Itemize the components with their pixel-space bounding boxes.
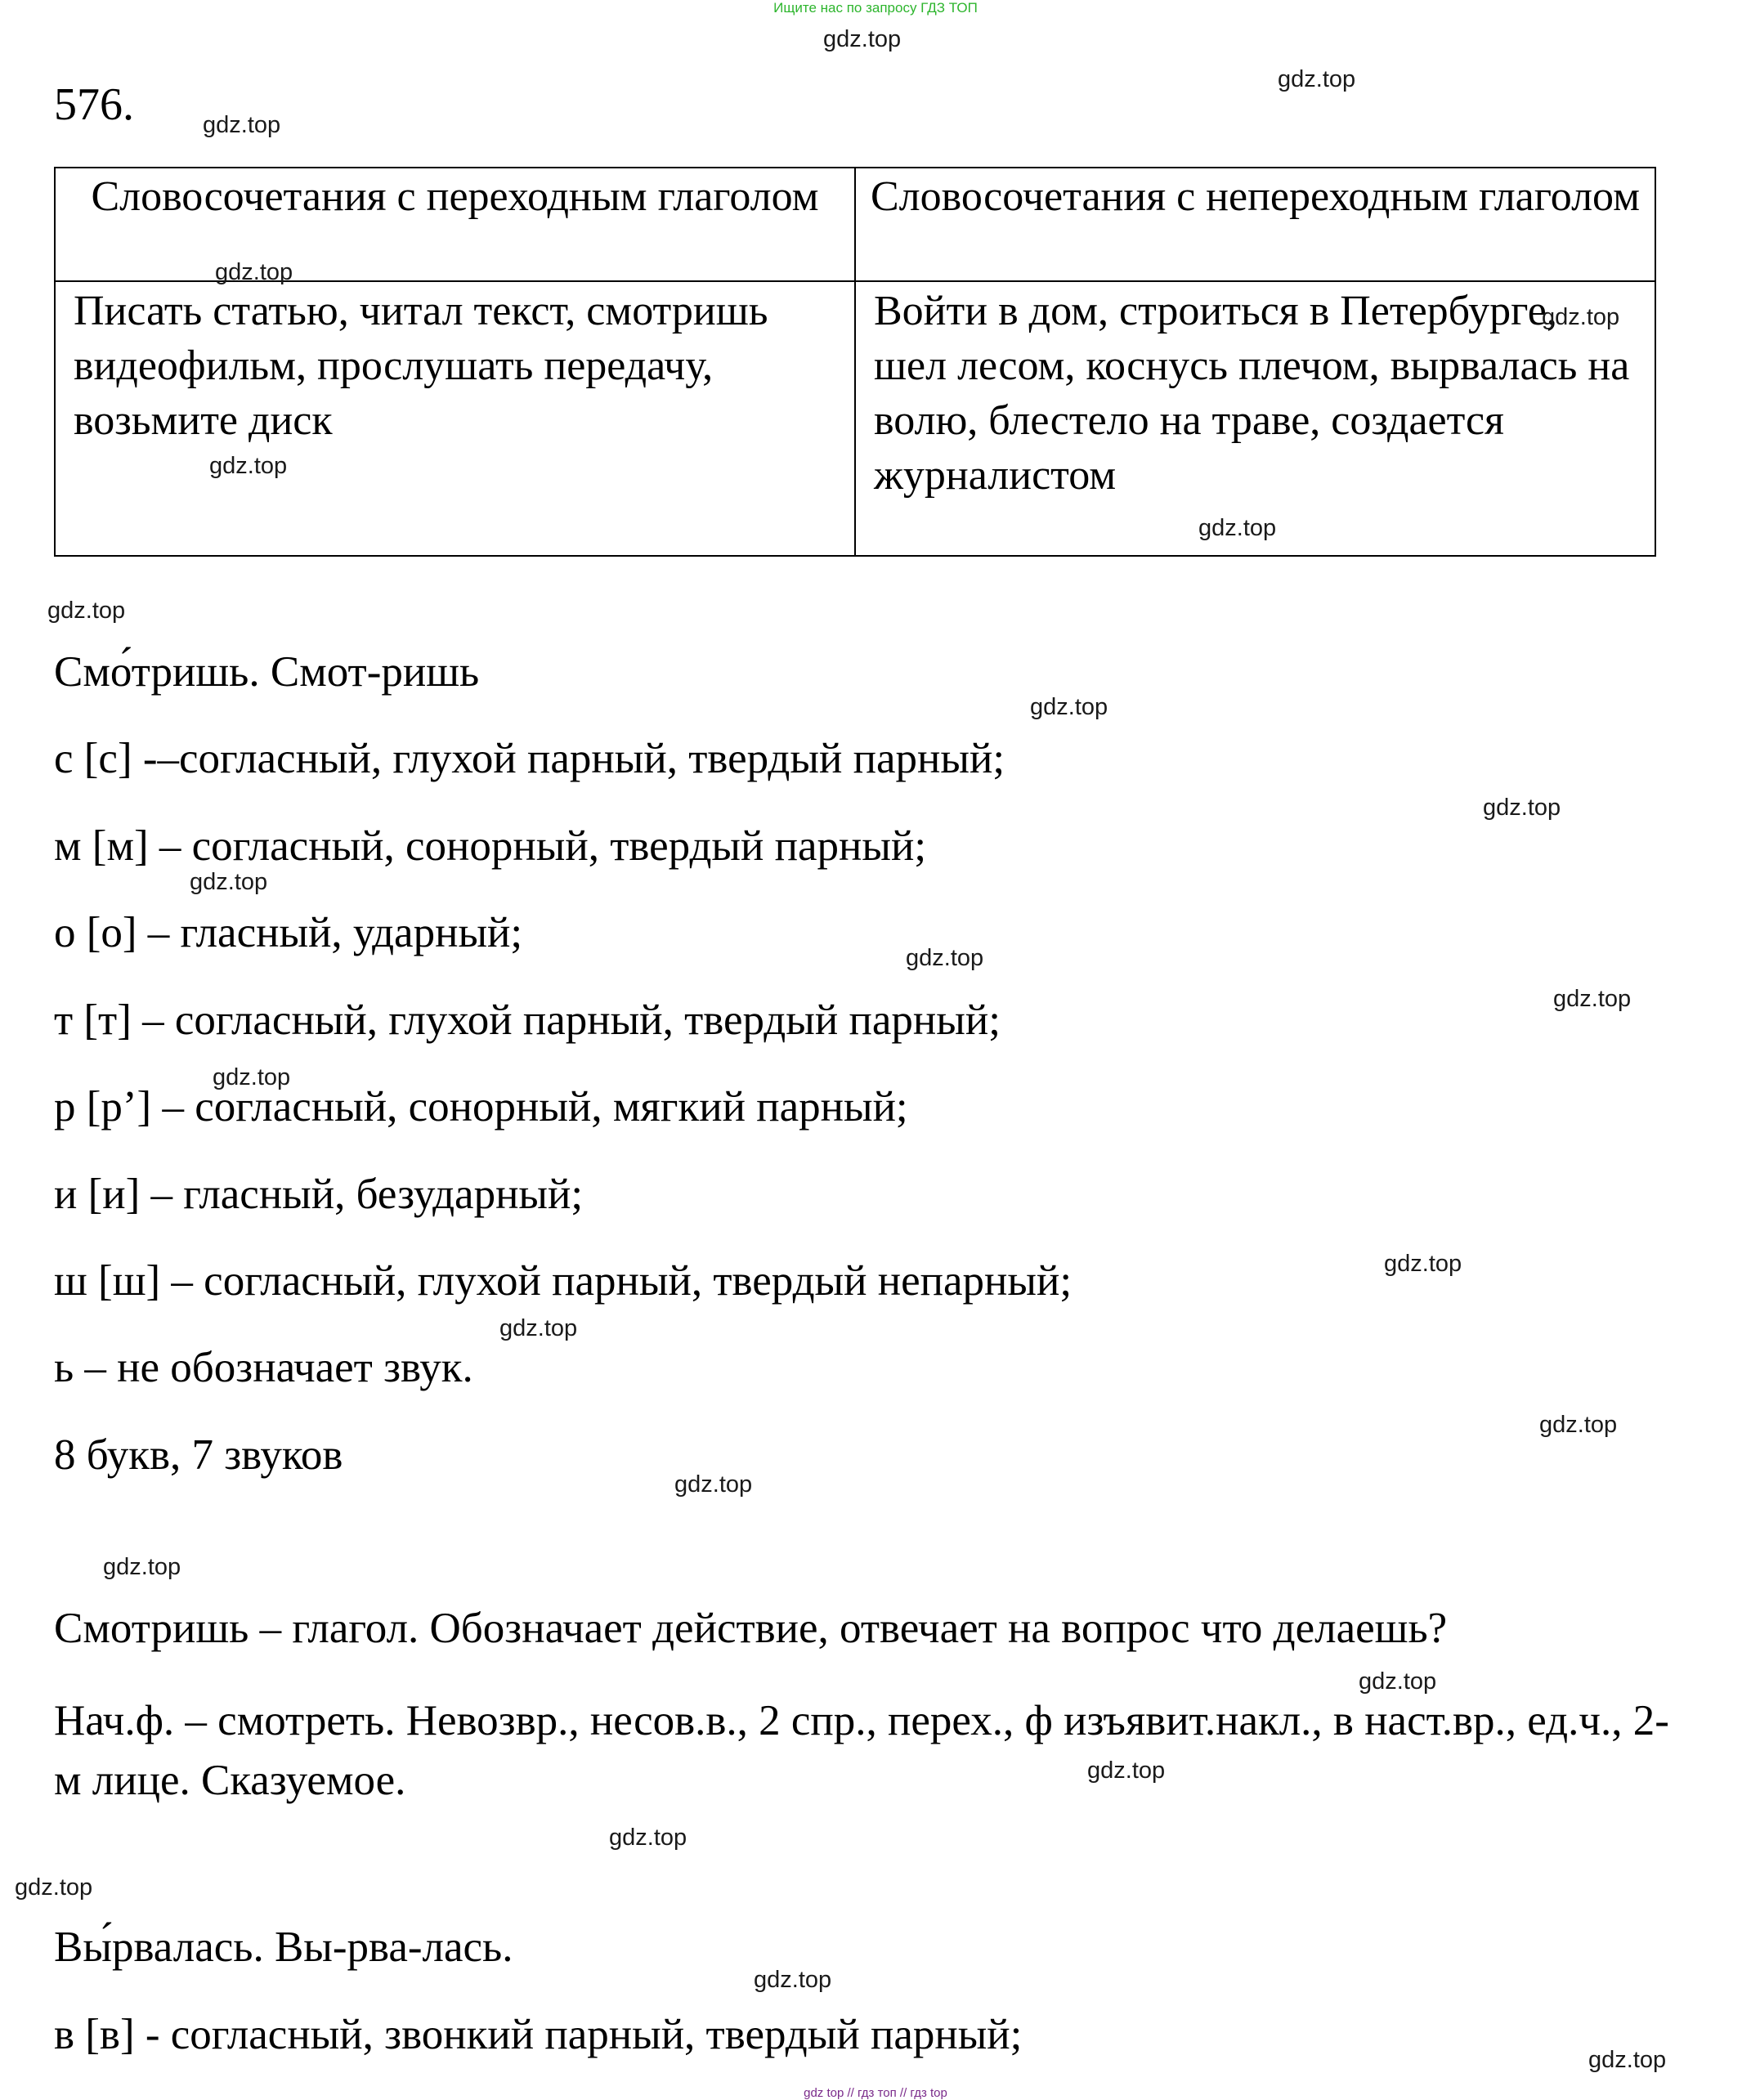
sound-line: р [р’] – согласный, сонорный, мягкий парный; xyxy=(54,1083,908,1131)
watermark: gdz.top xyxy=(754,1967,832,1993)
watermark: gdz.top xyxy=(203,112,281,138)
watermark: gdz.top xyxy=(209,453,288,479)
watermark: gdz.top xyxy=(1359,1668,1437,1695)
header-intransitive: Словосочетания с непереходным глаголом xyxy=(855,168,1655,281)
sound-line: ш [ш] – согласный, глухой парный, твердый непарный; xyxy=(54,1257,1073,1305)
verb-phrases-table xyxy=(54,167,1656,557)
watermark: gdz.top xyxy=(103,1554,181,1580)
watermark: gdz.top xyxy=(1198,515,1277,541)
watermark: gdz.top xyxy=(1030,694,1108,720)
watermark: gdz.top xyxy=(1539,1412,1618,1438)
watermark: gdz.top xyxy=(823,26,902,52)
table-row xyxy=(55,281,1655,556)
sound-line: о [о] – гласный, ударный; xyxy=(54,909,523,956)
sound-line: м [м] – согласный, сонорный, твердый парный; xyxy=(54,822,927,870)
word-heading: Смо́тришь. Смот-ришь xyxy=(54,648,480,696)
footer-links: gdz top // гдз топ // гдз top xyxy=(804,2086,947,2100)
header-transitive: Словосочетания с переходным глаголом xyxy=(55,168,855,281)
exercise-number: 576. xyxy=(54,79,134,130)
watermark: gdz.top xyxy=(1278,66,1356,92)
morph-paragraph: Нач.ф. – смотреть. Невозвр., несов.в., 2 спр., перех., ф изъявит.накл., в наст.вр., ед.ч., 2-м лице. Сказуемое. xyxy=(54,1697,1669,1804)
watermark: gdz.top xyxy=(213,1064,291,1090)
watermark: gdz.top xyxy=(190,869,268,895)
watermark: gdz.top xyxy=(1384,1251,1462,1277)
sound-line: с [с] -–согласный, глухой парный, твердый парный; xyxy=(54,735,1005,782)
sound-line: в [в] - согласный, звонкий парный, твердый парный; xyxy=(54,2011,1023,2058)
cell-intransitive: Войти в дом, строиться в Петербурге, шел лесом, коснусь плечом, вырвалась на волю, блестело на траве, создается журналистом xyxy=(855,281,1655,556)
sound-line: ь – не обозначает звук. xyxy=(54,1344,473,1391)
search-banner: Ищите нас по запросу ГДЗ ТОП xyxy=(773,0,978,16)
watermark: gdz.top xyxy=(1542,304,1620,330)
watermark: gdz.top xyxy=(674,1471,753,1498)
word-heading: Вы́рвалась. Вы-рва-лась. xyxy=(54,1923,513,1971)
table-header-row xyxy=(55,168,1655,281)
watermark: gdz.top xyxy=(609,1825,687,1851)
watermark: gdz.top xyxy=(1588,2047,1667,2073)
watermark: gdz.top xyxy=(15,1874,93,1901)
watermark: gdz.top xyxy=(499,1315,578,1341)
watermark: gdz.top xyxy=(47,598,126,624)
watermark: gdz.top xyxy=(1553,986,1632,1012)
watermark: gdz.top xyxy=(1483,795,1561,821)
cell-transitive: Писать статью, читал текст, смотришь видеофильм, прослушать передачу, возьмите диск xyxy=(55,281,855,556)
sound-line: и [и] – гласный, безударный; xyxy=(54,1171,584,1218)
morph-line: Смотришь – глагол. Обозначает действие, отвечает на вопрос что делаешь? xyxy=(54,1605,1448,1652)
watermark: gdz.top xyxy=(1087,1757,1166,1784)
watermark: gdz.top xyxy=(215,259,293,285)
letter-sound-count: 8 букв, 7 звуков xyxy=(54,1431,343,1479)
sound-line: т [т] – согласный, глухой парный, твердый парный; xyxy=(54,996,1001,1044)
watermark: gdz.top xyxy=(906,945,984,971)
